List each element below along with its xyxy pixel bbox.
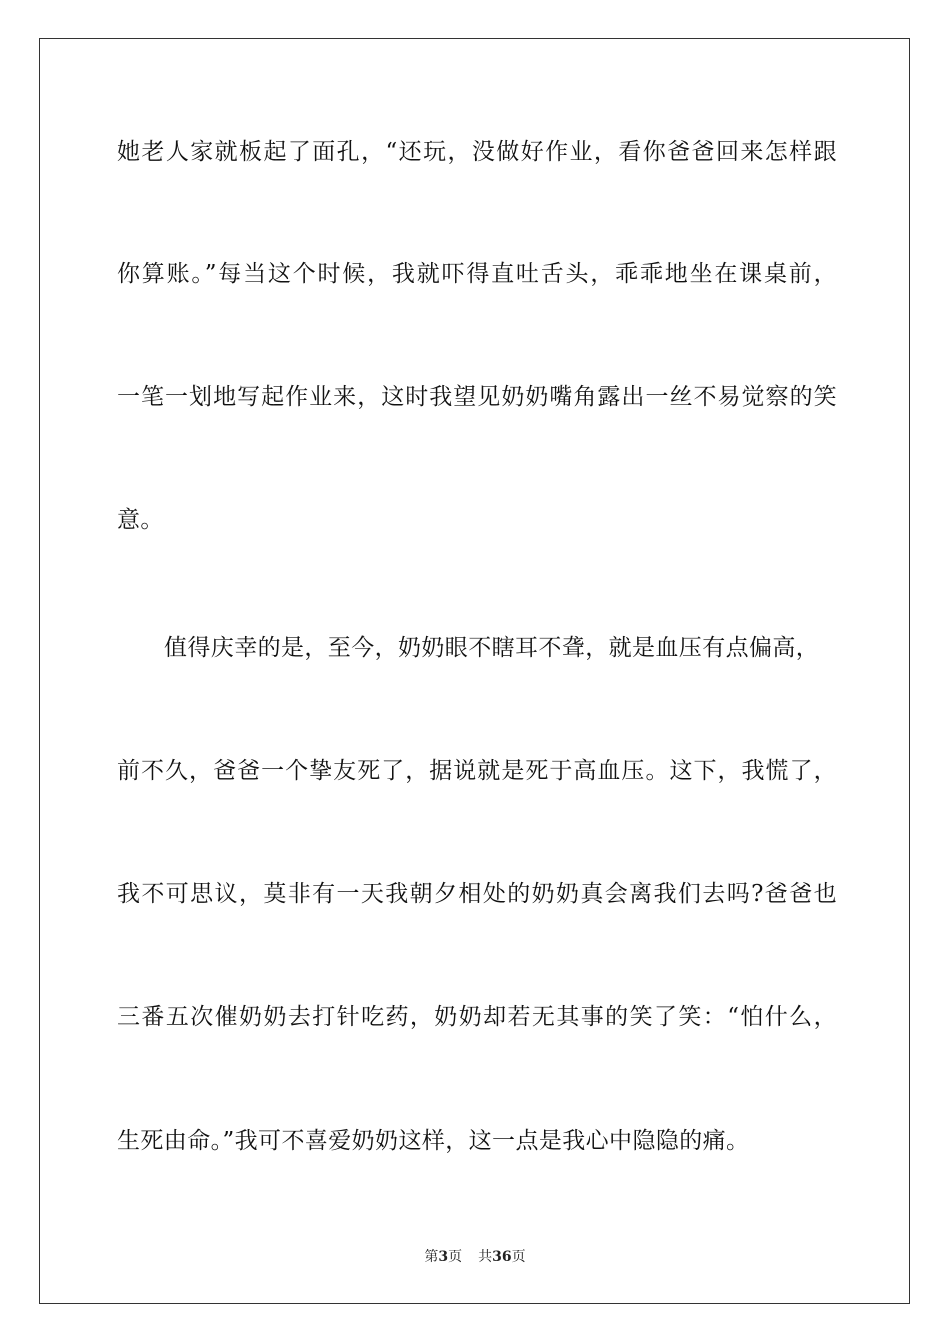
text-line-9: 生死由命。”我可不喜爱奶奶这样，这一点是我心中隐隐的痛。 [117, 1128, 750, 1154]
page-border [39, 38, 910, 1304]
text-line-8: 三番五次催奶奶去打针吃药，奶奶却若无其事的笑了笑：“怕什么， [117, 1004, 837, 1030]
text-line-2: 你算账。”每当这个时候，我就吓得直吐舌头，乖乖地坐在课桌前， [117, 261, 837, 287]
total-pages: 36 [492, 1249, 512, 1265]
total-label-prefix: 共 [478, 1249, 493, 1265]
text-line-4: 意。 [117, 507, 164, 533]
page-number: 3 [438, 1249, 449, 1265]
text-line-6: 前不久，爸爸一个挚友死了，据说就是死于高血压。这下，我慌了， [117, 758, 837, 784]
paragraph-2-first-line: 值得庆幸的是，至今，奶奶眼不瞎耳不聋，就是血压有点偏高， [164, 635, 820, 661]
page-footer [0, 1248, 950, 1266]
page-label-prefix: 第 [424, 1249, 439, 1265]
total-label-suffix: 页 [511, 1249, 526, 1265]
page-label-suffix: 页 [448, 1249, 463, 1265]
text-line-3: 一笔一划地写起作业来，这时我望见奶奶嘴角露出一丝不易觉察的笑 [117, 384, 837, 410]
text-line-7: 我不可思议，莫非有一天我朝夕相处的奶奶真会离我们去吗?爸爸也 [117, 881, 837, 907]
text-line-1: 她老人家就板起了面孔，“还玩，没做好作业，看你爸爸回来怎样跟 [117, 139, 837, 165]
